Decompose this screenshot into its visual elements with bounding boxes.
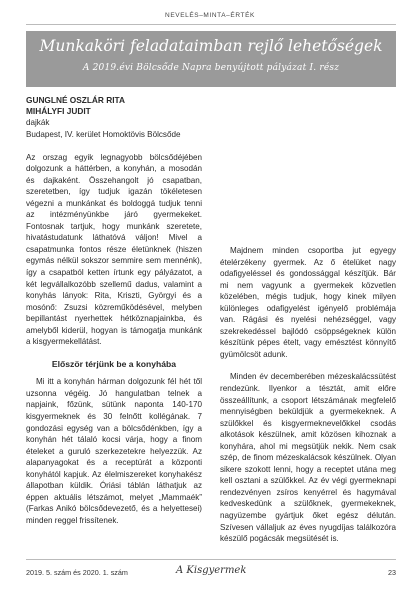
author-name: MIHÁLYFI JUDIT: [26, 106, 91, 117]
title-banner: [26, 31, 396, 87]
section-label: NEVELÉS–MINTA–ÉRTÉK: [165, 12, 255, 19]
footer-divider: [26, 559, 396, 560]
author-role: dajkák: [26, 118, 50, 128]
magazine-logo: A Kisgyermek: [176, 565, 247, 576]
page-number: 23: [388, 568, 396, 577]
body-paragraph: Az orszag egyik legnagyobb bölcsődéjében dolgozunk a háttérben, a konyhán, a mosodán és dajkaként. Összehangolt jó csapatban, szeretetben, így tudjuk igazán tökéletesen végezni a munkánkat és boldoggá tudjuk tenni az intézményünkbe járó gyermekeket. Fontosnak tartjuk, hogy munkánk szeretete, hivatástudatunk láthatóvá váljon! Mivel a csapatmunka fontos része életünknek (hiszen egymás nélkül sokszor semmire sem mennénk), így a csapatból ketten írtunk egy pályázatot, a két legvállalkozóbb szellemű dadus, valamint a konyhás lányok: Rita, Kriszti, Györgyi és a mosónő: Zsuzsi közreműködésével, melyben bepillantást nyerhettek hétköznapjainkba, és amelyből kiderül, hogyan is támogatja munkánk a kisgyermekellátást.: [26, 152, 202, 347]
body-paragraph: Majdnem minden csoportba jut egyegy ételérzékeny gyermek. Az ő ételüket nagy odafigyeléssel és gondossággal készítjük. Bár mi nem vagyunk a gyermekek közvetlen közelében, mégis tudjuk, hogy kinek milyen különleges odafigyelést igényelő problémája van. Rágási és nyelési nehézséggel, vagy szekrekedéssel bajlódó csöppségeknek külön készítünk pépes ételt, vagy emésztést könnyítő gyümölcsöt adunk.: [220, 246, 396, 359]
right-column: [220, 95, 396, 545]
issue-info: 2019. 5. szám és 2020. 1. szám: [26, 568, 128, 577]
left-column: [26, 95, 202, 526]
article-subtitle: A 2019.évi Bölcsőde Napra benyújtott pályázat I. rész: [82, 63, 340, 73]
author-location: Budapest, IV. kerület Homoktövis Bölcsőde: [26, 129, 181, 139]
body-paragraph: Minden év decemberében mézeskalácssütést rendezünk. Ilyenkor a tésztát, amit előre összeállítunk, a csoport létszámának megfelelő mennyiségben beküldjük a gyermekeknek. A szülőkkel és kisgyermeknevelőkkel csodás alkotások készülnek, amit közösen kihoznak a konyhára, ahol mi megsütjük nekik. Nem csak szép, de finom mézeskalácsok készülnek. Olyan sikere szokott lenni, hogy a receptet utána meg kell osztani a szülőkkel. Az év végi gyermeknapi rendezvényen zsíros kenyérrel és hagymával kedveskedünk a szülőknek, gyermekeknek, nagyüzembe gyártjuk őket egész délután. Szívesen vállaljuk az éves nyugdíjas találkozóra készülő pogácsák megsütését is.: [220, 372, 396, 544]
author-name: GUNGLNÉ OSZLÁR RITA: [26, 95, 125, 105]
article-title: Munkaköri feladataimban rejlő lehetőségek: [39, 37, 383, 55]
header-divider: [26, 24, 396, 25]
body-paragraph: Mi itt a konyhán hárman dolgozunk fél hét től uzsonna végéig. Jó hangulatban telnek a napjaink, főzünk, sütünk naponta 140-170 kisgyermeknek és 30 felnőtt kollégának. 7 gondozási egység van a bölcsődénkben, így a konyhán hét tálaló kocsi várja, hogy a finom ételeket a guruló szerkezetekre helyezzük. Az alapanyagokat és a receptúrát a központi konyhától kapjuk. Az élelmiszereket konyhakész állapotban küldik. Óriási táblán láthatjuk az éppen aktuális létszámot, melyet „Mammaék” (Farkas Anikó bölcsődevezető, és a helyettesei) minden reggel frissítenek.: [26, 377, 202, 525]
section-subheading: Először térjünk be a konyhába: [51, 358, 177, 369]
